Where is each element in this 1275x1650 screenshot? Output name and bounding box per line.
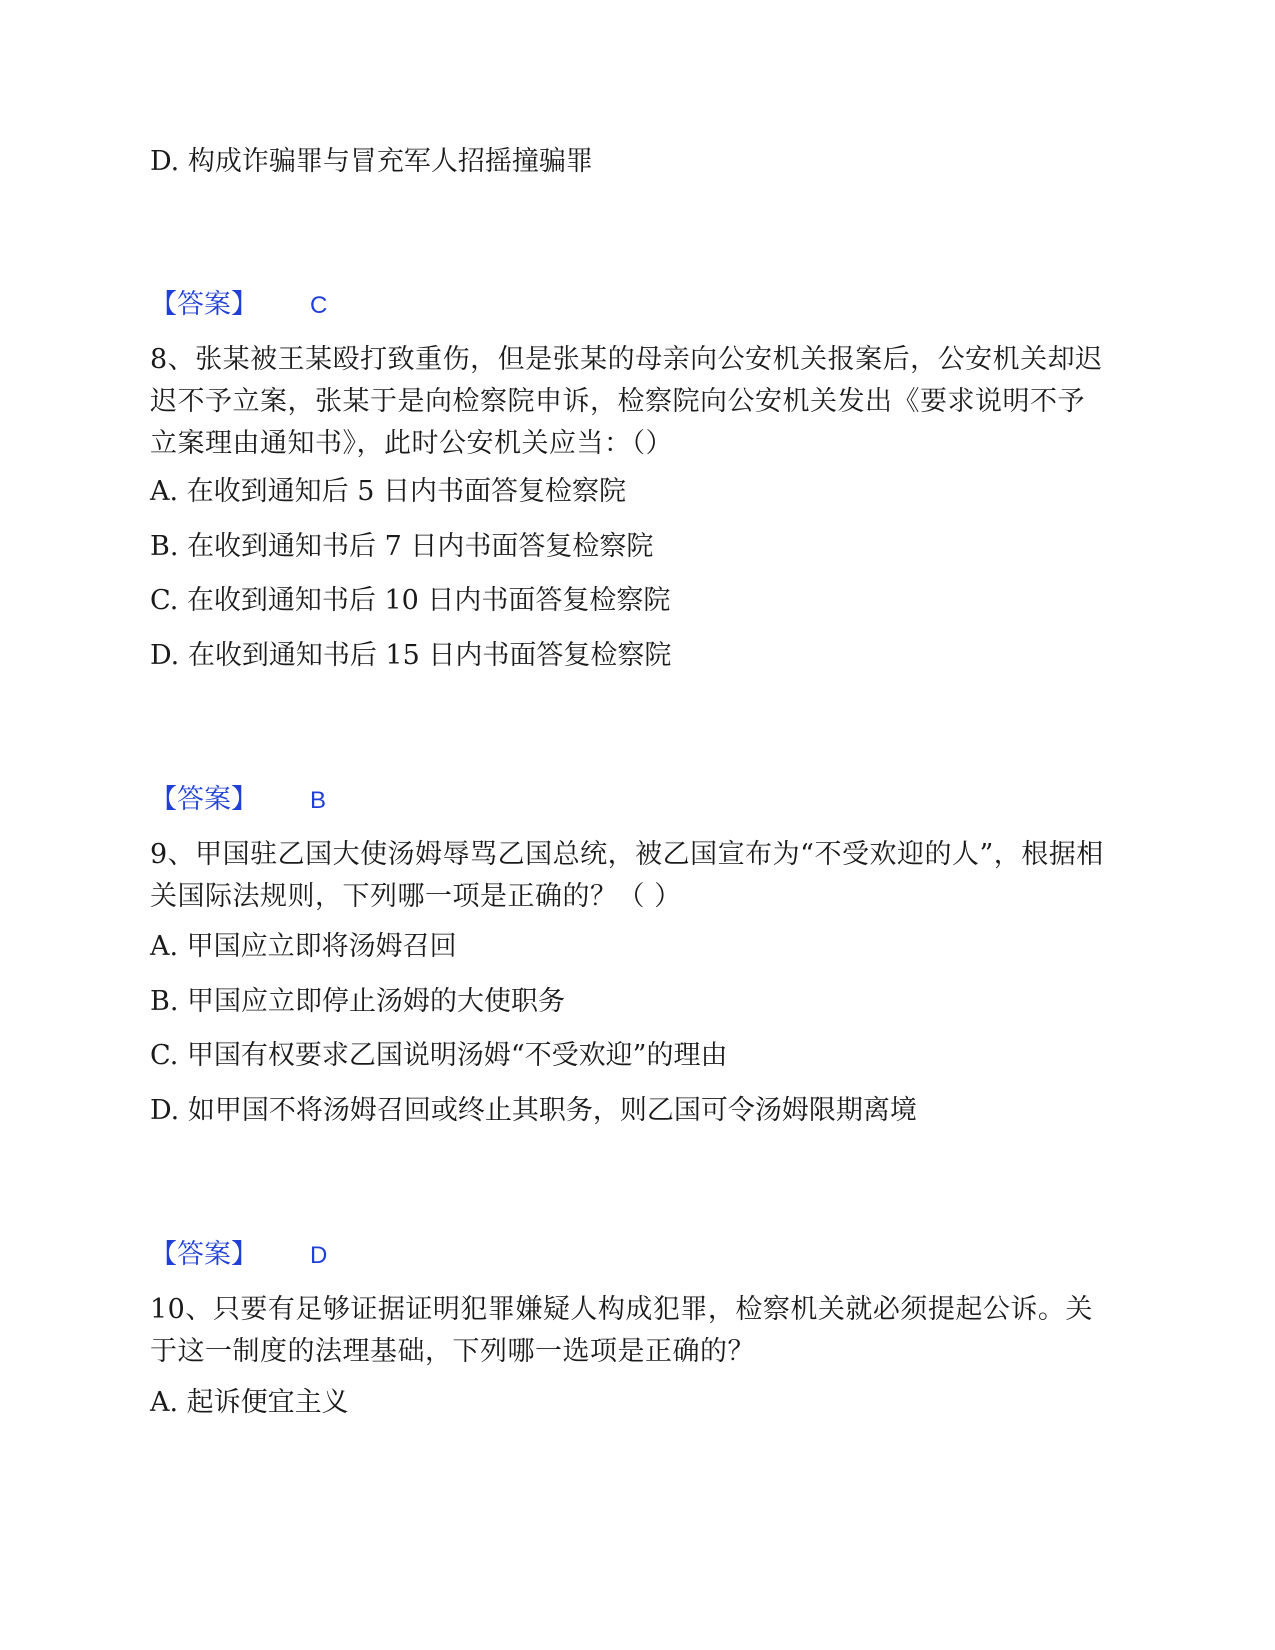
q8-stem: 8、张某被王某殴打致重伤，但是张某的母亲向公安机关报案后，公安机关却迟迟不予立案，张某于是向检察院申诉，检察院向公安机关发出《要求说明不予立案理由通知书》，此时公安机关应当：（） <box>150 344 1103 459</box>
answer-letter: D <box>310 1242 328 1269</box>
q9-option-b: B. 甲国应立即停止汤姆的大使职务 <box>150 986 566 1017</box>
q10-stem: 10、只要有足够证据证明犯罪嫌疑人构成犯罪，检察机关就必须提起公诉。关于这一制度的法理基础，下列哪一选项是正确的？ <box>150 1294 1093 1367</box>
q8-option-c: C. 在收到通知书后 10 日内书面答复检察院 <box>150 585 671 616</box>
q8-option-b: B. 在收到通知书后 7 日内书面答复检察院 <box>150 531 654 562</box>
q8-option-d: D. 在收到通知书后 15 日内书面答复检察院 <box>150 640 672 671</box>
answer-label: 【答案】 <box>150 1239 258 1270</box>
answer-label: 【答案】 <box>150 289 258 320</box>
answer-letter: C <box>310 292 328 319</box>
q8-option-a: A. 在收到通知后 5 日内书面答复检察院 <box>150 476 627 507</box>
answer-label: 【答案】 <box>150 784 258 815</box>
q9-option-d: D. 如甲国不将汤姆召回或终止其职务，则乙国可令汤姆限期离境 <box>150 1095 917 1126</box>
answer-q9 <box>150 1235 327 1276</box>
q9-option-c: C. 甲国有权要求乙国说明汤姆“不受欢迎”的理由 <box>150 1040 728 1071</box>
answer-q7 <box>150 285 327 326</box>
answer-letter: B <box>310 787 327 814</box>
q7-option-d: D. 构成诈骗罪与冒充军人招摇撞骗罪 <box>150 146 593 177</box>
q10-option-a: A. 起诉便宜主义 <box>150 1387 349 1418</box>
answer-q8 <box>150 780 326 821</box>
q9-stem: 9、甲国驻乙国大使汤姆辱骂乙国总统，被乙国宣布为“不受欢迎的人”，根据相关国际法规则，下列哪一项是正确的？（ ） <box>150 839 1104 912</box>
q9-option-a: A. 甲国应立即将汤姆召回 <box>150 931 457 962</box>
